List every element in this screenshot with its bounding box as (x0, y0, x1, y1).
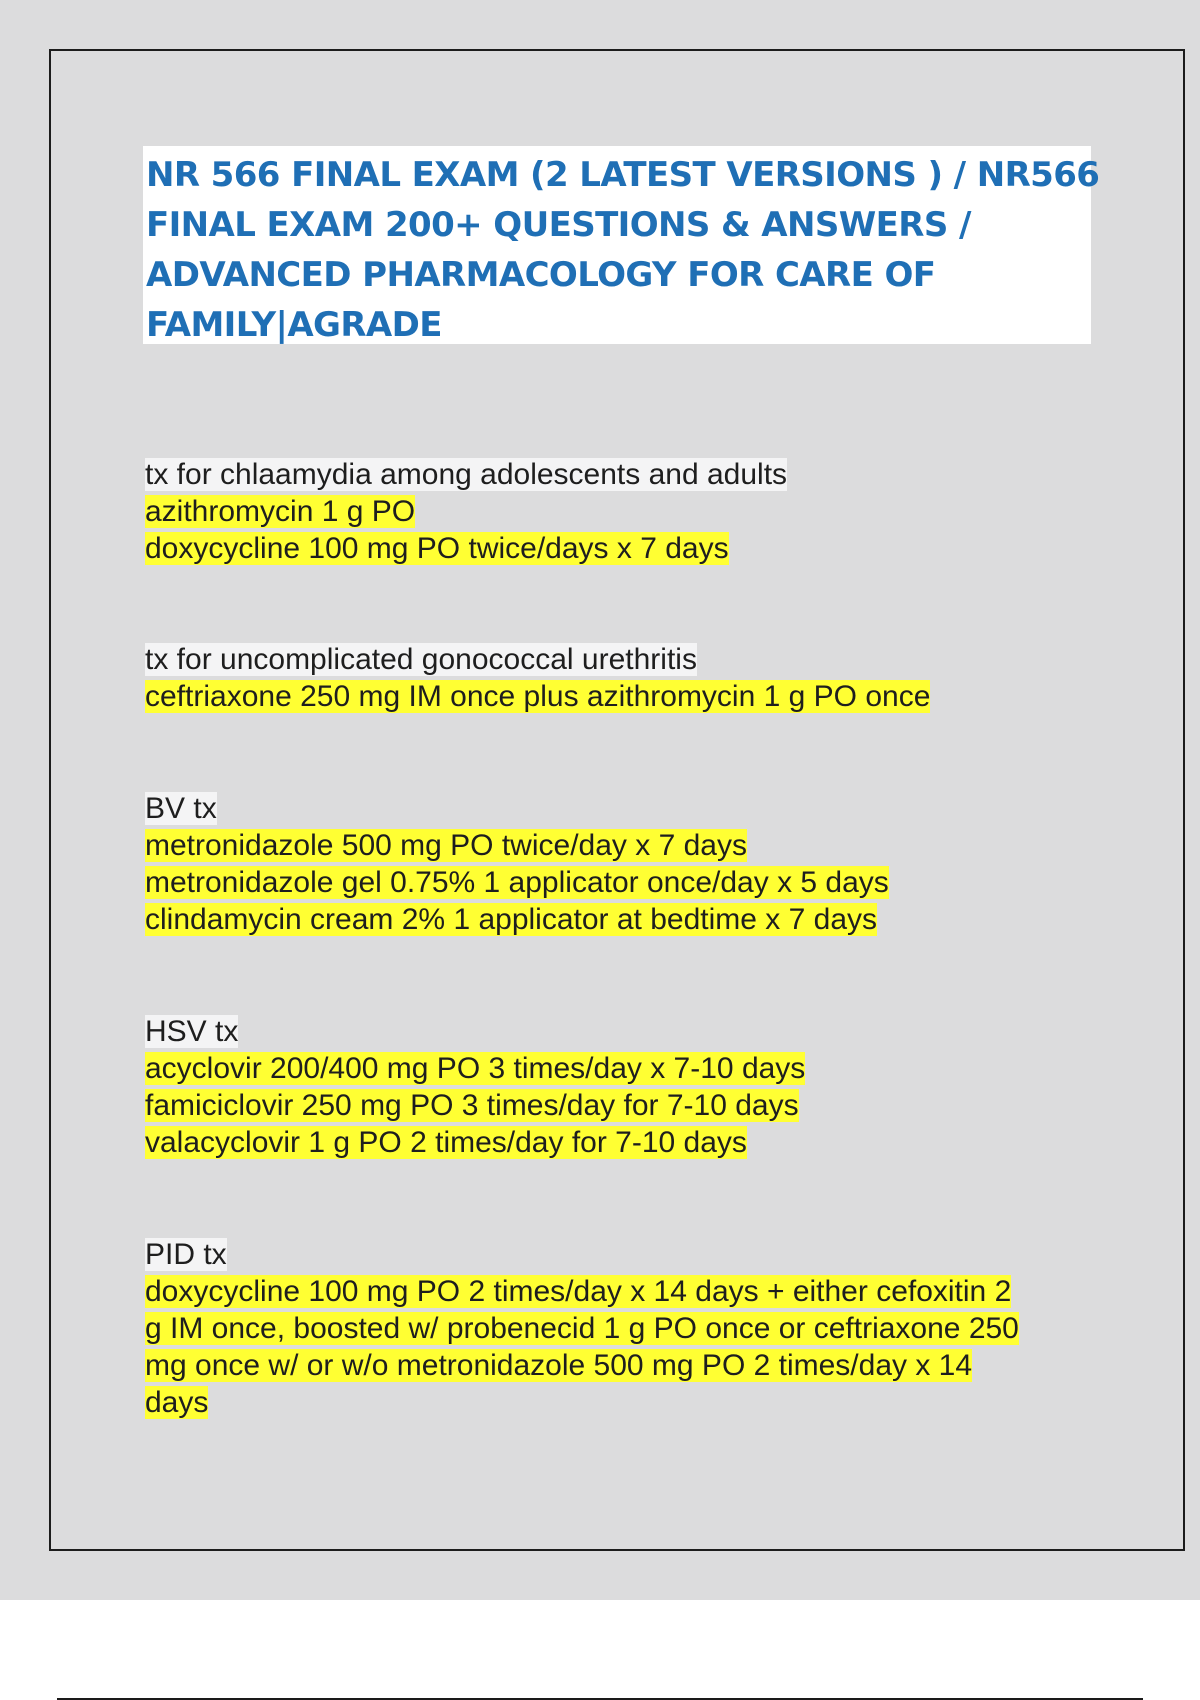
title-line: NR 566 FINAL EXAM (2 LATEST VERSIONS ) / NR566 (146, 155, 1100, 195)
question-text: HSV tx (145, 1015, 239, 1048)
title-box (143, 146, 1100, 345)
answer-line: doxycycline 100 mg PO twice/days x 7 days (145, 532, 729, 565)
title-line: ADVANCED PHARMACOLOGY FOR CARE OF (146, 255, 936, 295)
answer-line: g IM once, boosted w/ probenecid 1 g PO once or ceftriaxone 250 (145, 1312, 1019, 1345)
answer-line: metronidazole gel 0.75% 1 applicator once/day x 5 days (145, 866, 889, 899)
question-text: tx for uncomplicated gonococcal urethritis (145, 643, 697, 676)
qa-item-hsv (145, 1013, 1105, 1161)
qa-item-chlamydia (145, 456, 1105, 567)
answer-line: doxycycline 100 mg PO 2 times/day x 14 days + either cefoxitin 2 (145, 1275, 1012, 1308)
title-line: FAMILY|AGRADE (146, 305, 442, 345)
qa-item-bv (145, 790, 1105, 938)
answer-line: ceftriaxone 250 mg IM once plus azithromycin 1 g PO once (145, 680, 931, 713)
answer-line: mg once w/ or w/o metronidazole 500 mg PO 2 times/day x 14 (145, 1349, 973, 1382)
answer-line: valacyclovir 1 g PO 2 times/day for 7-10 days (145, 1126, 747, 1159)
answer-line: azithromycin 1 g PO (145, 495, 416, 528)
answer-line: metronidazole 500 mg PO twice/day x 7 days (145, 829, 747, 862)
question-text: tx for chlaamydia among adolescents and adults (145, 458, 788, 491)
document-title (146, 150, 1100, 350)
answer-line: clindamycin cream 2% 1 applicator at bedtime x 7 days (145, 903, 878, 936)
title-line: FINAL EXAM 200+ QUESTIONS & ANSWERS / (146, 205, 971, 245)
qa-item-pid (145, 1236, 1105, 1421)
question-text: BV tx (145, 792, 217, 825)
answer-line: famiciclovir 250 mg PO 3 times/day for 7-10 days (145, 1089, 799, 1122)
answer-line: days (145, 1386, 209, 1419)
answer-line: acyclovir 200/400 mg PO 3 times/day x 7-10 days (145, 1052, 806, 1085)
qa-item-gonococcal (145, 641, 1105, 715)
question-text: PID tx (145, 1238, 227, 1271)
